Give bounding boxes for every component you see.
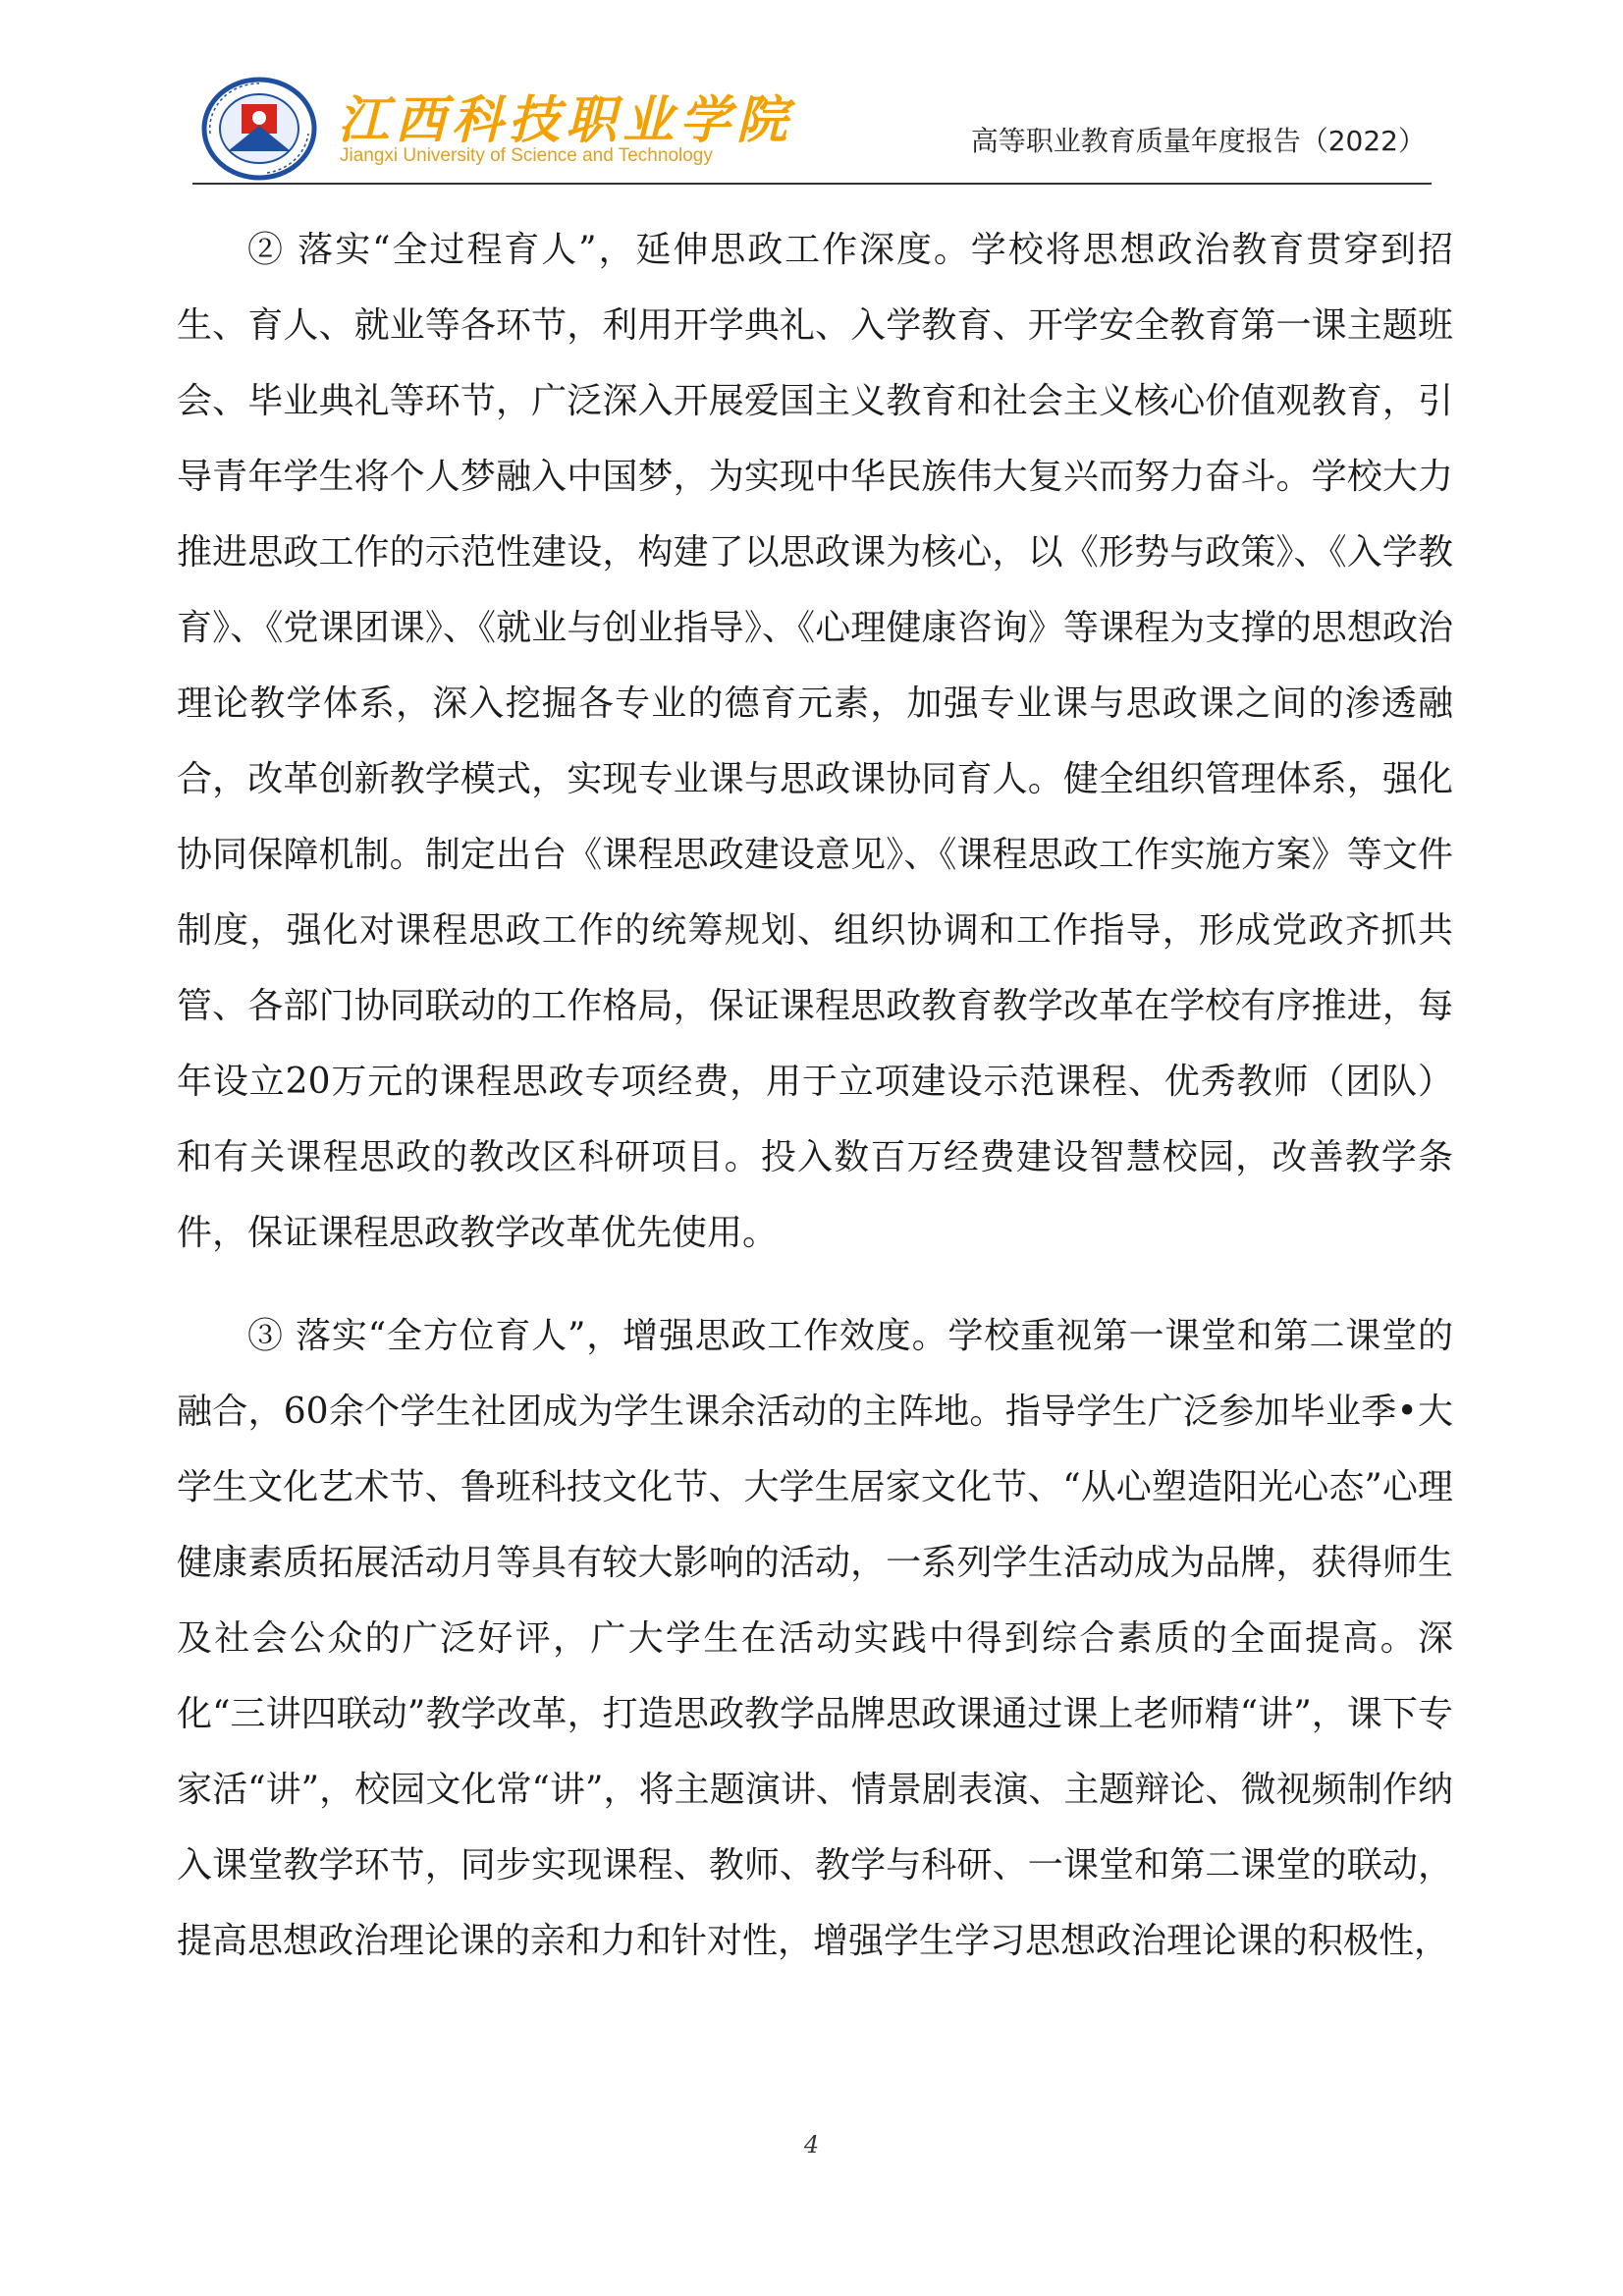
school-name-en: Jiangxi University of Science and Technology: [340, 145, 713, 166]
school-logo: [192, 71, 801, 179]
page-number: 4: [803, 2131, 820, 2159]
header-divider: [192, 183, 1432, 185]
paragraph-whole-process: ② 落实“全过程育人”，延伸思政工作深度。学校将思想政治教育贯穿到招生、育人、就业等各环节，利用开学典礼、入学教育、开学安全教育第一课主题班会、毕业典礼等环节，广泛深入开展爱国主义教育和社会主义核心价值观教育，引导青年学生将个人梦融入中国梦，为实现中华民族伟大复兴而努力奋斗。学校大力推进思政工作的示范性建设，构建了以思政课为核心，以《形势与政策》、《入学教育》、《党课团课》、《就业与创业指导》、《心理健康咨询》等课程为支撑的思想政治理论教学体系，深入挖掘各专业的德育元素，加强专业课与思政课之间的渗透融合，改革创新教学模式，实现专业课与思政课协同育人。健全组织管理体系，强化协同保障机制。制定出台《课程思政建设意见》、《课程思政工作实施方案》等文件制度，强化对课程思政工作的统筹规划、组织协调和工作指导，形成党政齐抓共管、各部门协同联动的工作格局，保证课程思政教育教学改革在学校有序推进，每年设立20万元的课程思政专项经费，用于立项建设示范课程、优秀教师（团队）和有关课程思政的教改区科研项目。投入数百万经费建设智慧校园，改善教学条件，保证课程思政教学改革优先使用。: [177, 230, 1453, 1253]
school-seal-icon: [198, 75, 326, 183]
paragraph-all-round: ③ 落实“全方位育人”，增强思政工作效度。学校重视第一课堂和第二课堂的融合，60余个学生社团成为学生课余活动的主阵地。指导学生广泛参加毕业季•大学生文化艺术节、鲁班科技文化节、大学生居家文化节、“从心塑造阳光心态”心理健康素质拓展活动月等具有较大影响的活动，一系列学生活动成为品牌，获得师生及社会公众的广泛好评，广大学生在活动实践中得到综合素质的全面提高。深化“三讲四联动”教学改革，打造思政教学品牌思政课通过课上老师精“讲”，课下专家活“讲”，校园文化常“讲”，将主题演讲、情景剧表演、主题辩论、微视频制作纳入课堂教学环节，同步实现课程、教师、教学与科研、一课堂和第二课堂的联动，提高思想政治理论课的亲和力和针对性，增强学生学习思想政治理论课的积极性，: [177, 1316, 1453, 1961]
page-header: [192, 71, 1430, 189]
report-title: 高等职业教育质量年度报告（2022）: [970, 125, 1426, 157]
school-name-cn: 江西科技职业学院: [338, 91, 794, 150]
document-body: [177, 212, 1453, 1979]
